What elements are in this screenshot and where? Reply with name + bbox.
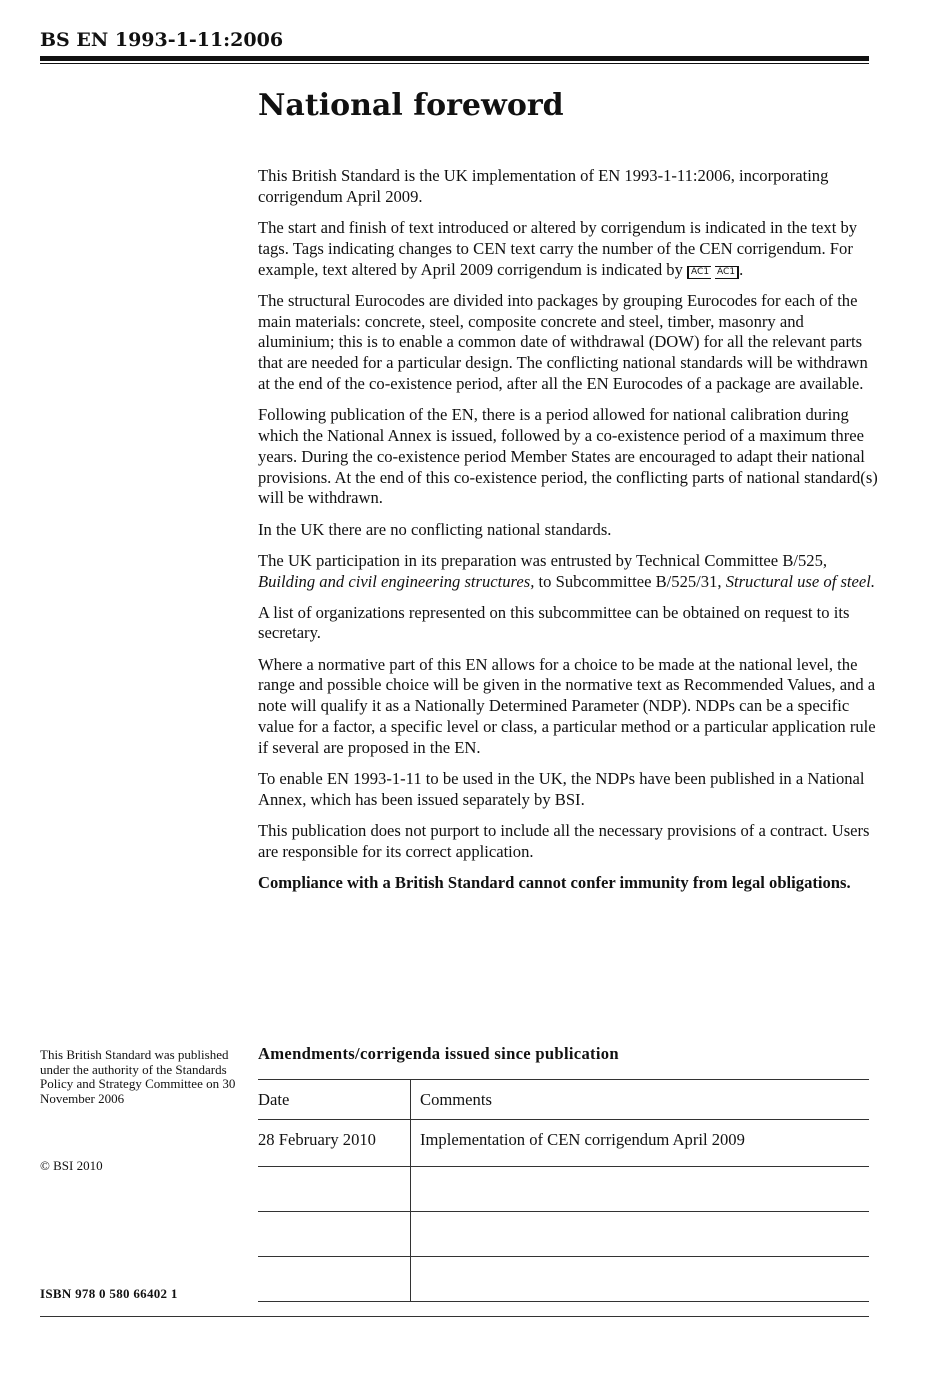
column-header-comments: Comments — [411, 1080, 870, 1120]
footer-rule — [40, 1316, 869, 1317]
paragraph-committee — [258, 551, 878, 593]
amendments-heading: Amendments/corrigenda issued since publication — [258, 1044, 619, 1063]
subcommittee-name: Structural use of steel. — [725, 571, 876, 591]
committee-text-c: to Subcommittee B/525/31, — [538, 571, 722, 591]
cell-empty — [258, 1167, 411, 1212]
paragraph-no-conflicts: In the UK there are no conflicting national standards. — [258, 519, 612, 539]
corrigendum-start-tag-icon: AC1 — [687, 266, 711, 279]
paragraph-organizations: A list of organizations represented on this subcommittee can be obtained on request to its secretary. — [258, 602, 850, 643]
cell-empty — [411, 1167, 870, 1212]
table-row-blank — [258, 1212, 869, 1257]
authority-note: This British Standard was published under the authority of the Standards Policy and Strategy Committee on 30 November 2006 — [40, 1047, 236, 1106]
amendments-table — [258, 1079, 869, 1302]
table-header-row — [258, 1080, 869, 1120]
paragraph-corrigendum-text: The start and finish of text introduced or altered by corrigendum is indicated in the text by tags. Tags indicating changes to CEN text carry the number of the CEN corrigendum. For example, text altered by April 2009 corrigendum is indicated by — [258, 217, 858, 279]
paragraph-ndp: Where a normative part of this EN allows for a choice to be made at the national level, the range and possible choice will be given in the normative text as Recommended Values, and a note will qualify it as a Nationally Determined Parameter (NDP). NDPs can be a specific value for a factor, a specific level or class, a particular method or a particular application rule if several are proposed in the EN. — [258, 654, 876, 757]
paragraph-eurocode-packages: The structural Eurocodes are divided into packages by grouping Eurocodes for each of the main materials: concrete, steel, composite concrete and steel, timber, masonry and aluminium; this is to enable a common date of withdrawal (DOW) for all the relevant parts that are needed for a particular design. The conflicting national standards will be withdrawn at the end of the co-existence period, after all the EN Eurocodes of a package are available. — [258, 290, 868, 393]
cell-empty — [411, 1212, 870, 1257]
column-header-date: Date — [258, 1080, 411, 1120]
paragraph-corrigendum-tags — [258, 218, 878, 280]
foreword-body — [258, 166, 878, 904]
paragraph-calibration: Following publication of the EN, there is a period allowed for national calibration during which the National Annex is issued, followed by a co-existence period of a maximum three years. During the co-existence period Member States are encouraged to adapt their national provisions. At the end of this co-existence period, the conflicting parts of national standard(s) will be withdrawn. — [258, 405, 878, 508]
committee-name: Building and civil engineering structures, — [258, 571, 535, 591]
page-title: National foreword — [258, 88, 564, 123]
paragraph-corrigendum-end: . — [739, 259, 744, 279]
isbn: ISBN 978 0 580 66402 1 — [40, 1286, 178, 1301]
cell-comment: Implementation of CEN corrigendum April 2009 — [411, 1120, 870, 1167]
corrigendum-end-tag-icon: AC1 — [715, 266, 739, 279]
cell-empty — [258, 1212, 411, 1257]
paragraph-contract: This publication does not purport to include all the necessary provisions of a contract. Users are responsible for its correct application. — [258, 821, 870, 861]
cell-empty — [258, 1257, 411, 1302]
committee-text-a: The UK participation in its preparation was entrusted by Technical Committee B/525, — [258, 550, 828, 570]
cell-empty — [411, 1257, 870, 1302]
paragraph-compliance: Compliance with a British Standard cannot confer immunity from legal obligations. — [258, 873, 851, 893]
header-rule-thin — [40, 63, 869, 64]
table-row-blank — [258, 1167, 869, 1212]
copyright-note: © BSI 2010 — [40, 1158, 103, 1173]
document-id: BS EN 1993-1-11:2006 — [40, 29, 284, 51]
paragraph-implementation: This British Standard is the UK implementation of EN 1993-1-11:2006, incorporating corrigendum April 2009. — [258, 166, 829, 206]
table-row-blank — [258, 1257, 869, 1302]
cell-date: 28 February 2010 — [258, 1120, 411, 1167]
header-rule-thick — [40, 56, 869, 61]
paragraph-national-annex: To enable EN 1993-1-11 to be used in the UK, the NDPs have been published in a National Annex, which has been issued separately by BSI. — [258, 769, 865, 809]
table-row — [258, 1120, 869, 1167]
